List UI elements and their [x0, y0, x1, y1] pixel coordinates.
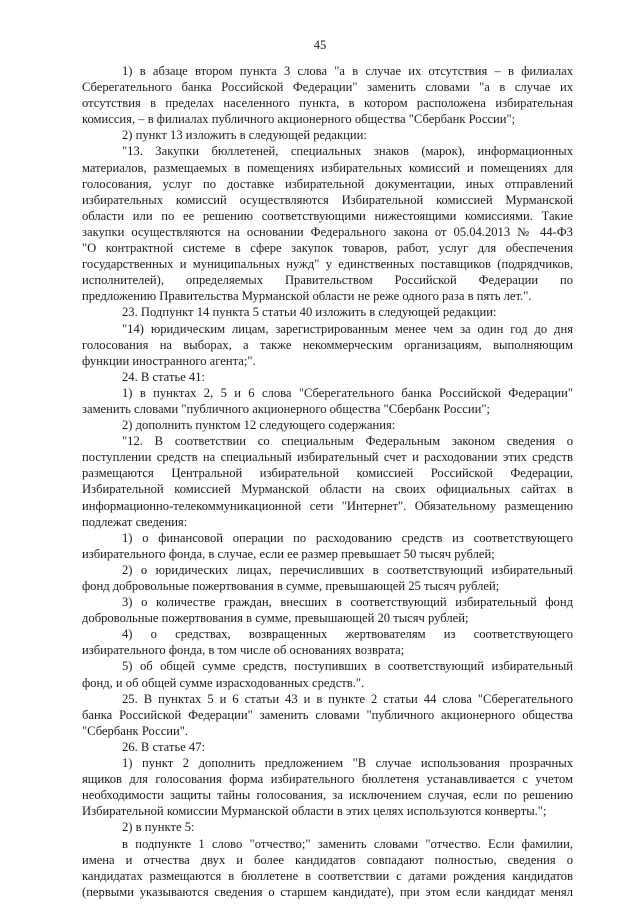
text-line: области или по ее решению соответствующими нижестоящими комиссиями. Такие	[82, 208, 573, 223]
text-line: голосования, услуг по доставке избирательной документации, иных отправлений	[82, 176, 573, 191]
text-line: государственных и муниципальных нужд" у единственных поставщиков (подрядчиков,	[82, 257, 573, 272]
text-line: избирательного фонда, в том числе об основаниях возврата;	[82, 643, 405, 658]
text-line: комиссия, – в филиалах публичного акционерного общества "Сбербанк России";	[82, 112, 516, 127]
text-line: 25. В пунктах 5 и 6 статьи 43 и в пункте 2 статьи 44 слова "Сберегательного	[122, 691, 573, 706]
text-line: "13. Закупки бюллетеней, специальных знаков (марок), информационных	[122, 144, 573, 159]
text-line: фонд добровольные пожертвования в сумме, превышающей 25 тысяч рублей;	[82, 579, 500, 593]
text-line: (первыми указываются сведения о старшем кандидате), при этом если кандидат менял	[82, 884, 573, 899]
text-line: 26. В статье 47:	[122, 739, 206, 754]
text-line: заменить словами "публичного акционерного общества "Сбербанк России";	[82, 401, 490, 416]
text-line: размещаются Центральной избирательной комиссией Российской Федерации,	[82, 466, 573, 481]
text-line: 1) о финансовой операции по расходованию средств из соответствующего	[122, 530, 573, 545]
text-line: "14) юридическим лицам, зарегистрированным менее чем за один год до дня	[122, 321, 573, 336]
text-line: голосования на выборах, а также некоммерческим организациям, выполняющим	[82, 337, 573, 352]
text-line: информационно-телекоммуникационной сети "Интернет". Обязательному размещению	[82, 498, 573, 513]
text-line: "12. В соответствии со специальным Федеральным законом сведения о	[122, 434, 573, 449]
text-line: Сберегательного банка Российской Федерации" заменить словами "а в случае их	[82, 80, 573, 95]
text-line: отсутствия в пределах населенного пункта, в котором расположена избирательная	[82, 96, 573, 111]
text-line: ящиков для голосования форма избирательного бюллетеня устанавливается с учетом	[82, 772, 573, 787]
text-line: банка Российской Федерации" заменить словами "публичного акционерного общества	[82, 707, 573, 722]
page-number: 45	[313, 38, 327, 52]
text-line: 1) в пунктах 2, 5 и 6 слова "Сберегательного банка Российской Федерации"	[122, 385, 573, 400]
text-line: избирательного фонда, в случае, если ее размер превышает 50 тысяч рублей;	[82, 546, 495, 561]
document-body	[82, 63, 573, 900]
text-line: "Сбербанк России".	[82, 723, 189, 738]
text-line: подлежат сведения:	[82, 514, 188, 529]
text-line: 5) об общей сумме средств, поступивших в соответствующий избирательный	[122, 659, 573, 674]
text-line: 23. Подпункт 14 пункта 5 статьи 40 изложить в следующей редакции:	[122, 305, 497, 320]
text-line: материалов, размещаемых в помещениях избирательных комиссий и помещениях для	[82, 160, 573, 175]
text-line: необходимости защиты тайны голосования, за исключением случая, если по решению	[82, 788, 573, 803]
text-line: 2) о юридических лицах, перечисливших в соответствующий избирательный	[122, 562, 573, 577]
text-line: в подпункте 1 слово "отчество;" заменить словами "отчество. Если фамилии,	[122, 836, 573, 851]
text-line: предложению Правительства Мурманской области не реже одного раза в пять лет.".	[82, 289, 532, 304]
text-line: Избирательной комиссии Мурманской области в этих целях используются конверты.";	[82, 804, 547, 819]
text-line: закупки осуществляются на основании Федерального закона от 05.04.2013 № 44-ФЗ	[82, 224, 573, 239]
text-line: фонд, и об общей сумме израсходованных средств.".	[82, 675, 365, 690]
text-line: добровольные пожертвования в сумме, превышающей 20 тысяч рублей;	[82, 611, 469, 626]
text-line: "О контрактной системе в сфере закупок товаров, работ, услуг для обеспечения	[82, 241, 573, 256]
text-line: имена и отчества двух и более кандидатов совпадают полностью, сведения о	[82, 852, 573, 867]
text-line: Избирательной комиссией Мурманской области на своих официальных сайтах в	[82, 482, 573, 497]
text-line: 2) дополнить пунктом 12 следующего содержания:	[122, 418, 396, 433]
text-line: 24. В статье 41:	[122, 369, 206, 384]
text-line: 1) пункт 2 дополнить предложением "В случае использования прозрачных	[122, 756, 573, 771]
text-line: 2) пункт 13 изложить в следующей редакции:	[122, 128, 367, 143]
text-line: исполнителей), определяемых Правительством Российской Федерации по	[82, 273, 573, 288]
text-line: 3) о количестве граждан, внесших в соответствующий избирательный фонд	[122, 595, 573, 610]
text-line: функции иностранного агента;".	[82, 353, 256, 368]
text-line: кандидатах размещаются в бюллетене в соответствии с датами рождения кандидатов	[82, 868, 573, 883]
text-line: 2) в пункте 5:	[122, 820, 195, 835]
text-line: избирательных комиссий осуществляются Избирательной комиссией Мурманской	[82, 192, 573, 207]
text-line: поступлении средств на специальный избирательный счет и расходовании этих средств	[82, 450, 573, 465]
text-line: 4) о средствах, возвращенных жертвователям из соответствующего	[122, 627, 573, 642]
text-line: 1) в абзаце втором пункта 3 слова "а в случае их отсутствия – в филиалах	[122, 64, 573, 78]
